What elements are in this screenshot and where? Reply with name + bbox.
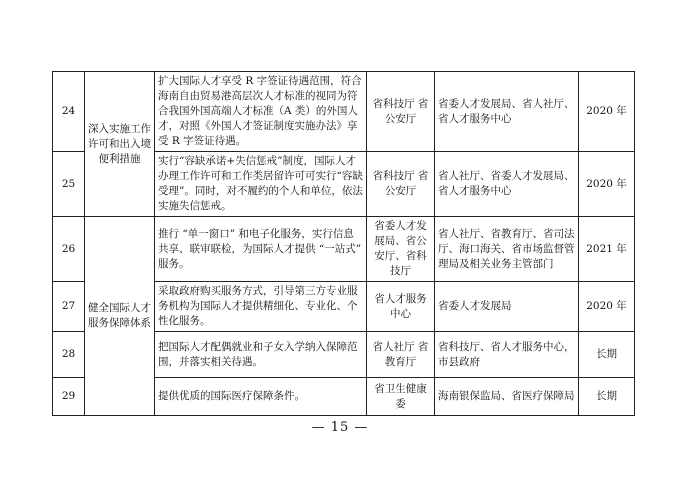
time-limit: 2020 年 bbox=[579, 72, 635, 152]
row-number: 28 bbox=[53, 332, 85, 378]
time-limit: 2021 年 bbox=[579, 217, 635, 282]
lead-unit: 省人社厅 省教育厅 bbox=[367, 332, 435, 378]
time-limit: 2020 年 bbox=[579, 282, 635, 332]
policy-table bbox=[52, 71, 635, 416]
row-number: 24 bbox=[53, 72, 85, 152]
cooperating-units: 省委人才发展局 bbox=[435, 282, 579, 332]
cooperating-units: 省人社厅、省委人才发展局、省人才服务中心 bbox=[435, 152, 579, 217]
lead-unit: 省科技厅 省公安厅 bbox=[367, 72, 435, 152]
lead-unit: 省人才服务中心 bbox=[367, 282, 435, 332]
measure-text: 采取政府购买服务方式，引导第三方专业服务机构为国际人才提供精细化、专业化、个性化服务。 bbox=[155, 282, 367, 332]
cooperating-units: 省委人才发展局、省人社厅、省人才服务中心 bbox=[435, 72, 579, 152]
measure-text: 提供优质的国际医疗保障条件。 bbox=[155, 378, 367, 416]
category-service-system: 健全国际人才服务保障体系 bbox=[85, 217, 155, 416]
measure-text: 推行 “单一窗口” 和电子化服务，实行信息共享、联审联检，为国际人才提供 “一站式” 服务。 bbox=[155, 217, 367, 282]
measure-text: 实行“容缺承诺+失信惩戒”制度，国际人才办理工作许可和工作类居留许可可实行“容缺受理”。同时，对不履约的个人和单位，依法实施失信惩戒。 bbox=[155, 152, 367, 217]
time-limit: 长期 bbox=[579, 332, 635, 378]
lead-unit: 省卫生健康委 bbox=[367, 378, 435, 416]
cooperating-units: 海南银保监局、省医疗保障局 bbox=[435, 378, 579, 416]
cooperating-units: 省科技厅、省人才服务中心，市县政府 bbox=[435, 332, 579, 378]
measure-text: 扩大国际人才享受 R 字签证待遇范围，符合海南自由贸易港高层次人才标准的视同为符合我国外国高端人才标准（A 类）的外国人才，对照《外国人才签证制度实施办法》享受 R 字签证待遇。 bbox=[155, 72, 367, 152]
time-limit: 长期 bbox=[579, 378, 635, 416]
page-number: — 15 — bbox=[311, 420, 369, 435]
time-limit: 2020 年 bbox=[579, 152, 635, 217]
row-number: 27 bbox=[53, 282, 85, 332]
measure-text: 把国际人才配偶就业和子女入学纳入保障范围，并落实相关待遇。 bbox=[155, 332, 367, 378]
row-number: 26 bbox=[53, 217, 85, 282]
lead-unit: 省科技厅 省公安厅 bbox=[367, 152, 435, 217]
row-number: 29 bbox=[53, 378, 85, 416]
row-number: 25 bbox=[53, 152, 85, 217]
table-row bbox=[53, 217, 635, 282]
cooperating-units: 省人社厅、省教育厅、省司法厅、海口海关、省市场监督管理局及相关业务主管部门 bbox=[435, 217, 579, 282]
category-entry-facilitation: 深入实施工作许可和出入境便利措施 bbox=[85, 72, 155, 217]
lead-unit: 省委人才发展局、省公安厅、省科技厅 bbox=[367, 217, 435, 282]
table-row bbox=[53, 72, 635, 152]
